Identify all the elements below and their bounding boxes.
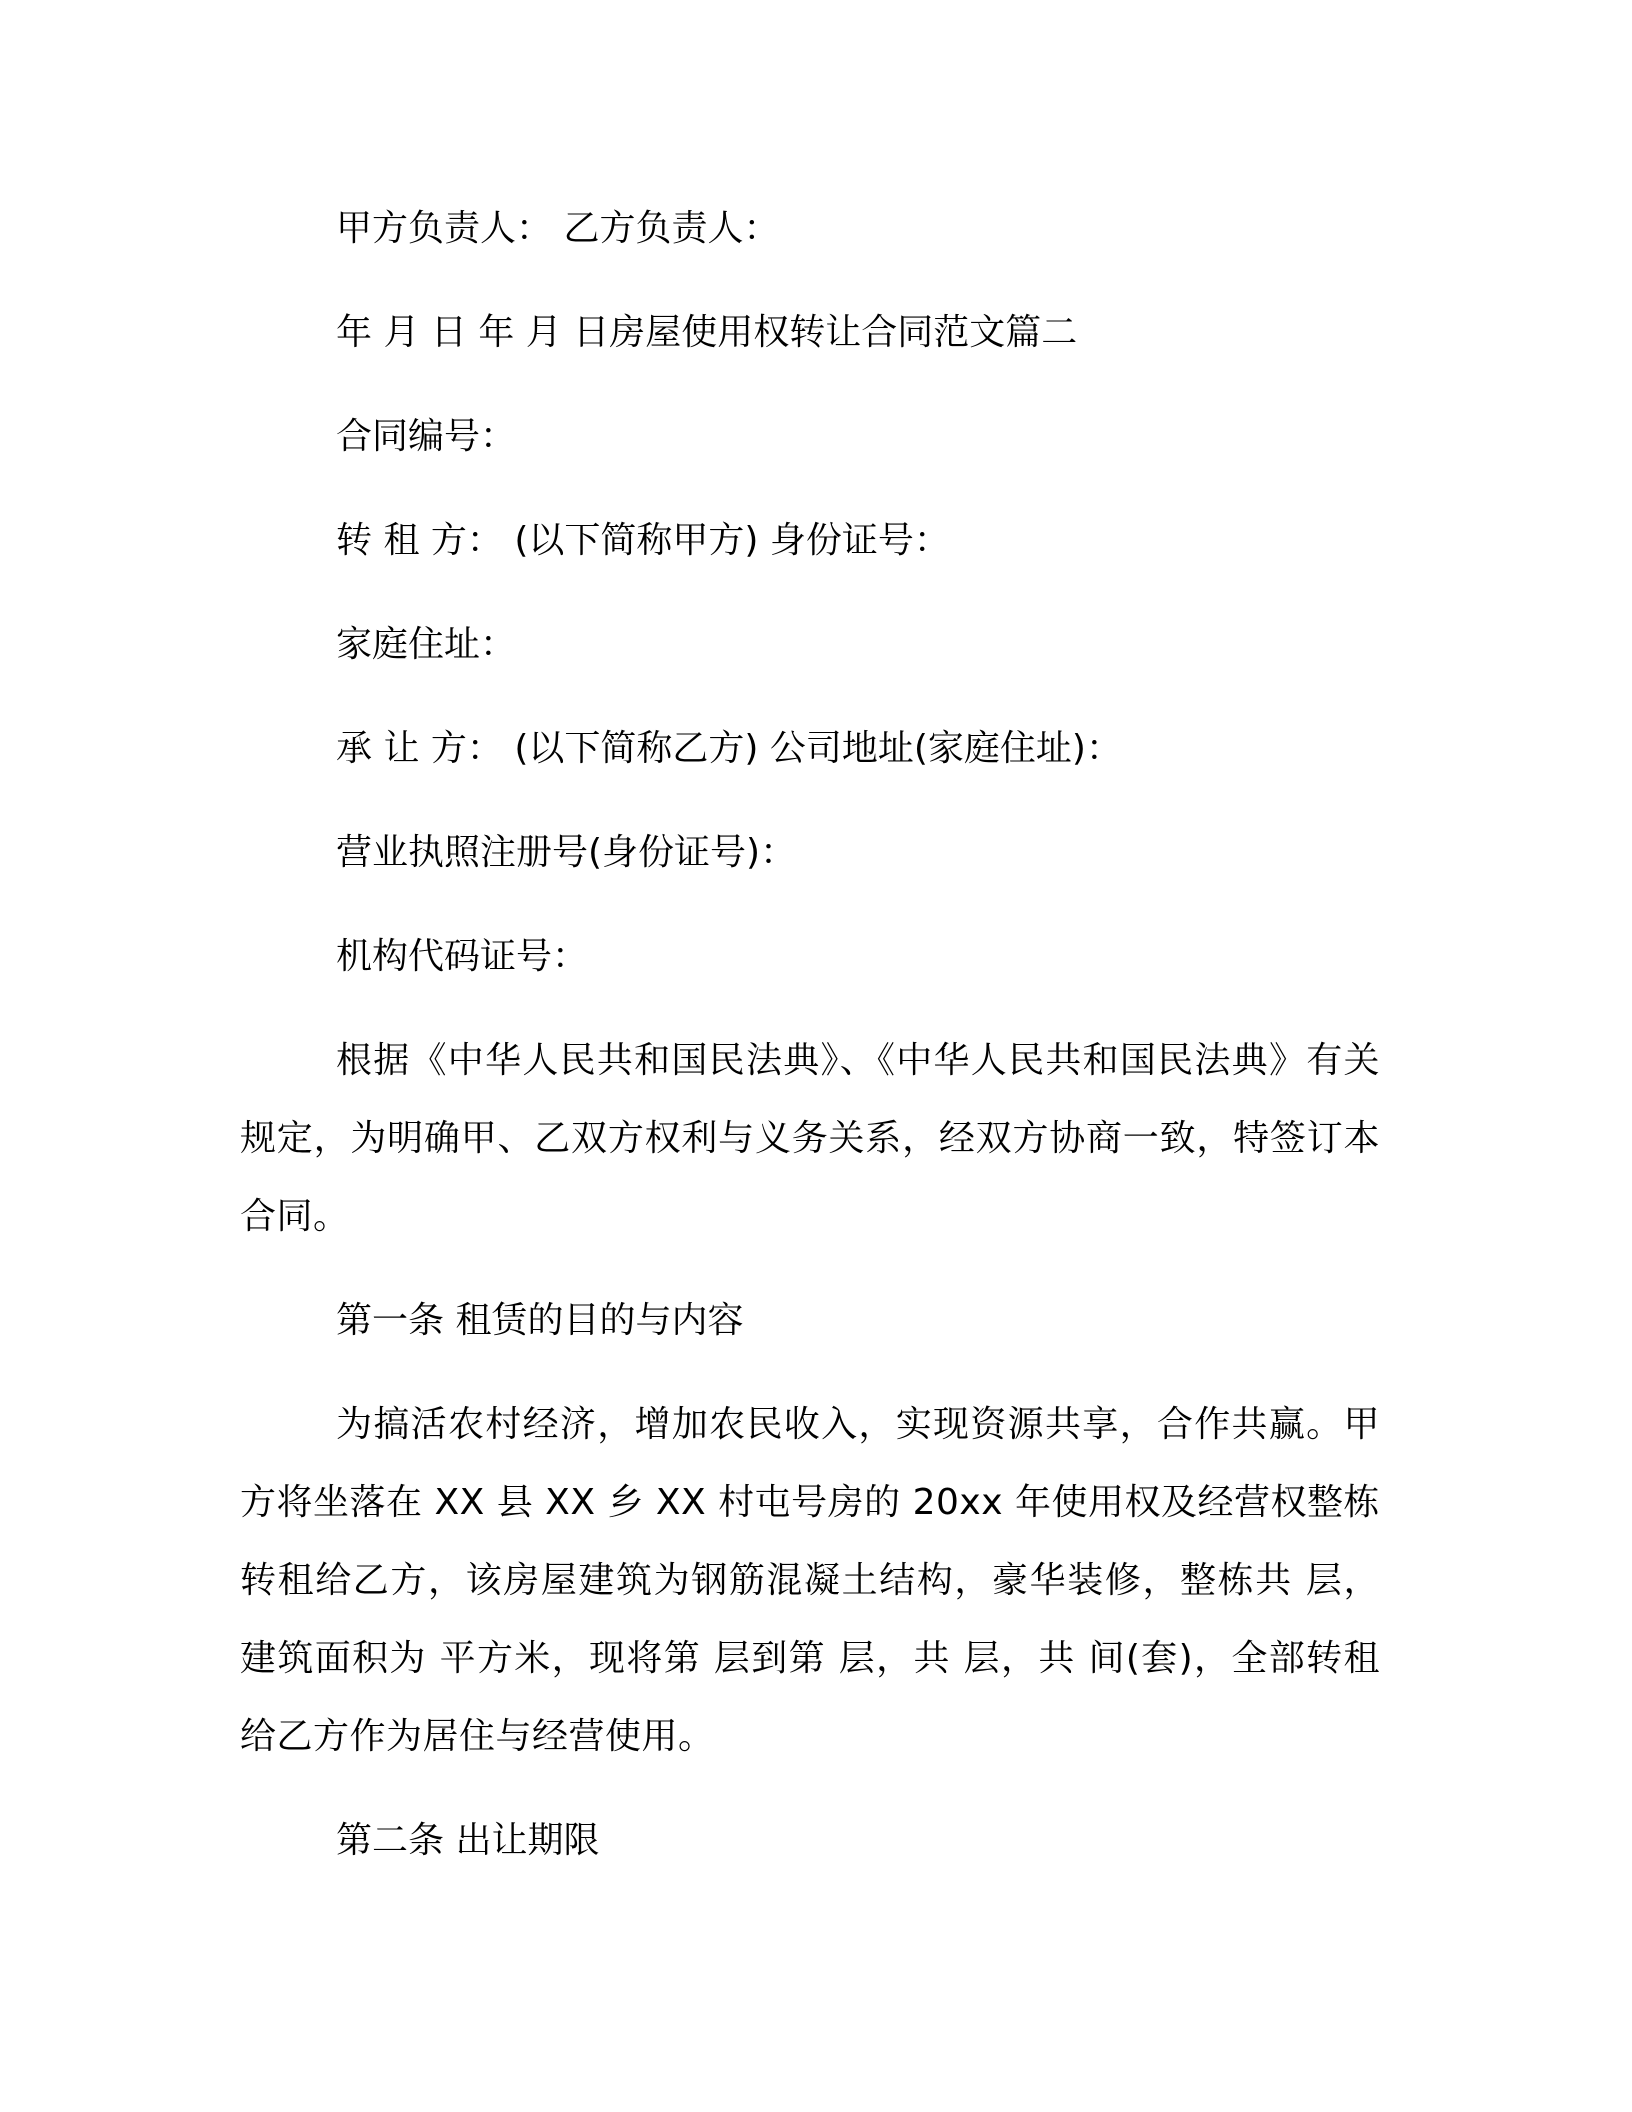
article-1-body: 为搞活农村经济，增加农民收入，实现资源共享，合作共赢。甲方将坐落在 XX 县 XX 乡 XX 村屯号房的 20xx 年使用权及经营权整栋转租给乙方，该房屋建筑为钢筋混凝土结构，豪华装修，整栋共 层，建筑面积为 平方米，现将第 层到第 层，共 层，共 间(套)，全部转租给乙方作为居住与经营使用。	[240, 1404, 1380, 1757]
article-1-heading: 第一条 租赁的目的与内容	[336, 1300, 744, 1341]
signatories-line: 甲方负责人： 乙方负责人：	[336, 208, 780, 249]
article-2-heading: 第二条 出让期限	[336, 1820, 600, 1861]
document-body	[240, 190, 1380, 1906]
sublessor-line: 转 租 方： (以下简称甲方) 身份证号：	[336, 520, 950, 561]
organization-code-line: 机构代码证号：	[336, 936, 589, 977]
business-license-line: 营业执照注册号(身份证号)：	[336, 832, 797, 873]
date-and-title-line: 年 月 日 年 月 日房屋使用权转让合同范文篇二	[336, 312, 1078, 353]
contract-number-line: 合同编号：	[336, 416, 517, 457]
home-address-line: 家庭住址：	[336, 624, 517, 665]
transferee-line: 承 让 方： (以下简称乙方) 公司地址(家庭住址)：	[336, 728, 1122, 769]
intro-paragraph: 根据《中华人民共和国民法典》、《中华人民共和国民法典》有关规定，为明确甲、乙双方权利与义务关系，经双方协商一致，特签订本合同。	[240, 1040, 1380, 1237]
